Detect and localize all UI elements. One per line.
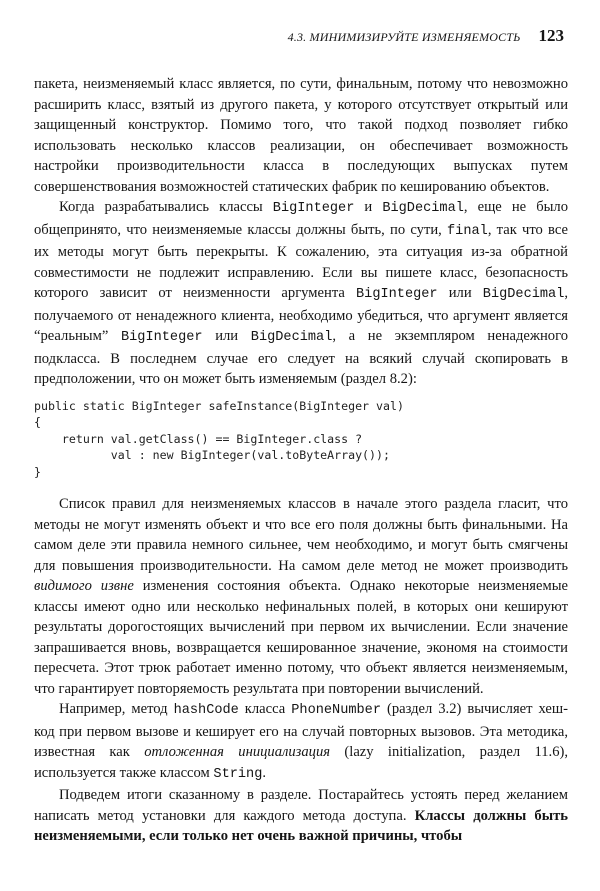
text-run: . — [262, 764, 267, 781]
paragraph-4 — [34, 699, 568, 785]
text-run: , а не экземпляром ненадежного подкласса. В последнем случае его следует на всякий случай скопировать в предположении, что он может быть изменяемым (раздел 8.2): — [34, 328, 569, 387]
code-line: val : new BigInteger(val.toByteArray()); — [34, 448, 390, 463]
text-run: Когда разрабатывались классы — [59, 199, 273, 215]
code-line: { — [34, 415, 41, 430]
paragraph-5 — [34, 785, 568, 847]
text-run: (lazy initialization, раздел 11.6), используется также классом — [34, 744, 569, 781]
text-run: (раздел 3.2) вычисляет хеш-код при первом вызове и кеширует его на случай повторных вызовов. Эта методика, известная как — [34, 701, 568, 761]
text-run: , еще не было общепринято, что неизменяемые классы должны быть, по сути, — [34, 199, 568, 238]
text-run: Например, метод — [59, 701, 174, 718]
text-run: , получаемого от ненадежного клиента, необходимо убедиться, что аргумент является “реальным” — [34, 285, 569, 344]
page-number: 123 — [538, 26, 564, 45]
code-term: BigDecimal — [482, 287, 565, 302]
section-title: 4.3. МИНИМИЗИРУЙТЕ ИЗМЕНЯЕМОСТЬ — [287, 30, 521, 44]
code-term: PhoneNumber — [291, 703, 381, 719]
text-run: класса — [238, 701, 292, 718]
code-term: String — [213, 766, 263, 782]
running-header — [288, 26, 564, 48]
code-term: BigInteger — [272, 201, 355, 216]
text-run: изменения состояния объекта. Однако некоторые неизменяемые классы имеют одно или несколько нефинальных полей, в которых они кешируют результаты дорогостоящих вычислений при первом их вычислении. Если значение запрашивается вновь, возвращается кешированное значение, экономя на стоимости пересчета. Этот трюк работает именно потому, что объект является неизменяемым, что гарантирует повторяемость результата при повторении вычислений. — [34, 578, 569, 697]
code-line: } — [34, 464, 41, 479]
code-listing — [34, 398, 568, 481]
text-run: , так что все их методы могут быть перекрыты. К сожалению, эта ситуация из-за обратной совместимости не подлежит исправлению. Если вы пишете класс, безопасность которого зависит от неизменности аргумента — [34, 221, 568, 301]
bold-statement: Классы должны быть неизменяемыми, если только нет очень важной причины, чтобы — [34, 807, 568, 845]
code-term: BigDecimal — [250, 330, 333, 345]
body-text — [34, 74, 568, 847]
emphasis: видимого извне — [34, 578, 134, 595]
text-run: и — [354, 199, 383, 215]
text-run: Подведем итоги сказанному в разделе. Постарайтесь устоять перед желанием написать метод установки для каждого метода доступа. — [34, 787, 568, 824]
code-term: hashCode — [173, 703, 239, 719]
code-line: public static BigInteger safeInstance(BigInteger val) — [34, 398, 404, 413]
text-run: или — [202, 328, 251, 344]
text-run: или — [437, 285, 483, 301]
code-term: BigInteger — [356, 287, 438, 302]
code-term: final — [447, 223, 488, 239]
text-run: пакета, неизменяемый класс является, по сути, финальным, потому что невозможно расширить класс, взятый из другого пакета, у которого отсутствует открытый или защищенный конструктор. Помимо того, что такой подход позволяет гибко использовать несколько классов реализации, он обеспечивает возможность настройки производительности класса в последующих выпусках путем совершенствования возможностей статических фабрик по кешированию объектов. — [34, 76, 568, 195]
emphasis: отложенная инициализация — [144, 744, 331, 761]
code-line: return val.getClass() == BigInteger.class ? — [34, 431, 363, 446]
text-run: Список правил для неизменяемых классов в начале этого раздела гласит, что методы не могут изменять объект и что все его поля должны быть финальными. На самом деле эти правила немного сильнее, чем необходимо, и могут быть смягчены для повышения производительности. На самом деле метод не может производить — [34, 496, 568, 574]
code-term: BigDecimal — [382, 201, 464, 216]
paragraph-2 — [34, 197, 568, 390]
paragraph-1 — [34, 74, 568, 197]
paragraph-3 — [34, 494, 568, 699]
code-term: BigInteger — [120, 330, 203, 345]
